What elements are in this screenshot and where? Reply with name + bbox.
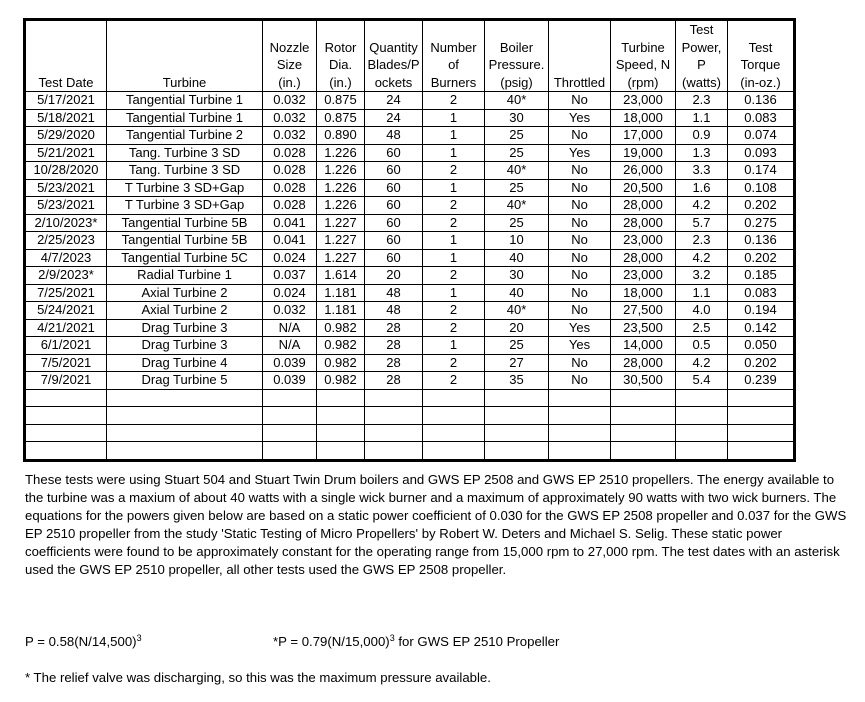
table-row [25, 127, 795, 145]
table-cell: Axial Turbine 2 [107, 284, 263, 302]
column-header: Turbine [107, 20, 263, 92]
table-cell: 0.275 [728, 214, 795, 232]
table-cell: 0.032 [263, 127, 317, 145]
table-cell: 30 [485, 109, 549, 127]
table-cell [107, 407, 263, 425]
table-cell: 0.136 [728, 232, 795, 250]
table-cell: 0.108 [728, 179, 795, 197]
table-cell: No [549, 214, 611, 232]
table-cell: 23,000 [611, 232, 676, 250]
table-cell: 10 [485, 232, 549, 250]
table-cell: 5/24/2021 [25, 302, 107, 320]
table-cell: 1 [423, 249, 485, 267]
table-cell: 60 [365, 144, 423, 162]
table-cell: 4/21/2021 [25, 319, 107, 337]
table-cell: 40 [485, 284, 549, 302]
table-cell [676, 424, 728, 442]
table-cell: 1.226 [317, 197, 365, 215]
table-cell [365, 407, 423, 425]
table-cell [317, 442, 365, 461]
table-cell: 25 [485, 144, 549, 162]
table-cell: 30 [485, 267, 549, 285]
table-cell: 60 [365, 232, 423, 250]
table-cell [485, 442, 549, 461]
table-cell [611, 424, 676, 442]
table-cell: 14,000 [611, 337, 676, 355]
table-cell: 1.6 [676, 179, 728, 197]
table-cell: 1 [423, 337, 485, 355]
table-cell [611, 407, 676, 425]
table-cell: 2 [423, 162, 485, 180]
table-row [25, 179, 795, 197]
table-cell: 28 [365, 337, 423, 355]
table-cell: 40* [485, 92, 549, 110]
table-cell [25, 407, 107, 425]
power-equations [25, 633, 850, 653]
notes-paragraph: These tests were using Stuart 504 and Stuart Twin Drum boilers and GWS EP 2508 and GWS EP 2510 propellers. The energy available to the turbine was a maxium of about 40 watts with a single wick burner and a maximum of approximately 90 watts with two wick burners. The equations for the powers given below are based on a static power coefficient of 0.030 for the GWS EP 2508 propeller and 0.037 for the GWS EP 2510 propeller from the study 'Static Testing of Micro Propellers' by Robert W. Deters and Michael S. Selig. These static power coefficients were found to be approximately constant for the operating range from 15,000 rpm to 27,000 rpm. The test dates with an asterisk used the GWS EP 2510 propeller, all other tests used the GWS EP 2508 propeller. [25, 472, 847, 577]
table-cell: Tang. Turbine 3 SD [107, 162, 263, 180]
table-cell: No [549, 372, 611, 390]
table-cell: 0.024 [263, 284, 317, 302]
table-row [25, 407, 795, 425]
table-cell [423, 407, 485, 425]
table-cell: 0.037 [263, 267, 317, 285]
column-header: Rotor Dia. (in.) [317, 20, 365, 92]
table-cell [728, 424, 795, 442]
table-cell [25, 424, 107, 442]
table-cell: 0.982 [317, 337, 365, 355]
table-cell: 1 [423, 127, 485, 145]
table-cell: 3.3 [676, 162, 728, 180]
table-cell [25, 389, 107, 407]
table-cell: 1.226 [317, 144, 365, 162]
table-cell: 0.083 [728, 284, 795, 302]
table-cell [676, 407, 728, 425]
table-row [25, 424, 795, 442]
table-cell: No [549, 92, 611, 110]
table-cell: Drag Turbine 5 [107, 372, 263, 390]
table-cell: 2 [423, 197, 485, 215]
test-results-table [23, 18, 796, 462]
table-cell: Tangential Turbine 5C [107, 249, 263, 267]
table-cell [485, 424, 549, 442]
table-cell: 0.041 [263, 232, 317, 250]
table-cell: 0.239 [728, 372, 795, 390]
table-cell [676, 389, 728, 407]
table-cell: 1 [423, 284, 485, 302]
table-cell: 7/25/2021 [25, 284, 107, 302]
table-cell [676, 442, 728, 461]
table-row [25, 372, 795, 390]
table-cell: 0.041 [263, 214, 317, 232]
column-header: Test Date [25, 20, 107, 92]
table-cell: 0.5 [676, 337, 728, 355]
table-cell: 0.039 [263, 354, 317, 372]
table-cell: 0.039 [263, 372, 317, 390]
table-cell: 5.7 [676, 214, 728, 232]
table-cell: 23,000 [611, 92, 676, 110]
table-row [25, 109, 795, 127]
table-cell: No [549, 162, 611, 180]
table-cell: 10/28/2020 [25, 162, 107, 180]
table-cell: T Turbine 3 SD+Gap [107, 197, 263, 215]
table-cell: 2 [423, 319, 485, 337]
table-cell [317, 407, 365, 425]
table-cell: 0.875 [317, 109, 365, 127]
table-cell: 0.202 [728, 197, 795, 215]
table-cell: 3.2 [676, 267, 728, 285]
table-cell: N/A [263, 337, 317, 355]
table-cell: 0.982 [317, 319, 365, 337]
table-row [25, 442, 795, 461]
table-cell [365, 424, 423, 442]
table-cell: Tangential Turbine 5B [107, 214, 263, 232]
table-cell: 0.982 [317, 372, 365, 390]
table-cell: 5/23/2021 [25, 179, 107, 197]
table-cell: 17,000 [611, 127, 676, 145]
table-cell: 0.142 [728, 319, 795, 337]
power-equation-ep2510-exponent: 3 [389, 633, 395, 643]
table-cell: 1.227 [317, 214, 365, 232]
table-cell: 1 [423, 232, 485, 250]
table-cell [365, 442, 423, 461]
table-cell: 26,000 [611, 162, 676, 180]
table-cell: 5/21/2021 [25, 144, 107, 162]
table-cell: 28,000 [611, 354, 676, 372]
table-cell: Drag Turbine 3 [107, 337, 263, 355]
table-cell: 27,500 [611, 302, 676, 320]
table-cell: 25 [485, 337, 549, 355]
table-cell: 2 [423, 372, 485, 390]
table-row [25, 144, 795, 162]
table-cell: Tang. Turbine 3 SD [107, 144, 263, 162]
table-cell: 7/5/2021 [25, 354, 107, 372]
table-cell: 0.028 [263, 144, 317, 162]
table-cell: No [549, 354, 611, 372]
relief-valve-footnote: * The relief valve was discharging, so this was the maximum pressure available. [25, 670, 491, 685]
table-cell [728, 389, 795, 407]
table-body [25, 92, 795, 461]
table-cell: Tangential Turbine 1 [107, 109, 263, 127]
table-cell [423, 424, 485, 442]
table-cell [485, 389, 549, 407]
table-cell: 2.5 [676, 319, 728, 337]
table-cell [728, 442, 795, 461]
table-cell: 2 [423, 267, 485, 285]
table-cell: 35 [485, 372, 549, 390]
table-row [25, 354, 795, 372]
table-cell: Yes [549, 319, 611, 337]
table-cell: 1.1 [676, 109, 728, 127]
table-cell: 2 [423, 92, 485, 110]
table-row [25, 92, 795, 110]
table-cell [728, 407, 795, 425]
table-cell: 40* [485, 162, 549, 180]
table-cell: 7/9/2021 [25, 372, 107, 390]
table-row [25, 162, 795, 180]
column-header: Turbine Speed, N (rpm) [611, 20, 676, 92]
table-cell: 25 [485, 179, 549, 197]
table-cell: No [549, 127, 611, 145]
power-equation-ep2508-exponent: 3 [136, 633, 142, 643]
table-cell: 20 [485, 319, 549, 337]
column-header: Number of Burners [423, 20, 485, 92]
column-header: Boiler Pressure. (psig) [485, 20, 549, 92]
table-cell: 0.050 [728, 337, 795, 355]
table-cell [263, 407, 317, 425]
table-cell: Drag Turbine 4 [107, 354, 263, 372]
table-cell: 40* [485, 197, 549, 215]
table-cell: Axial Turbine 2 [107, 302, 263, 320]
table-cell: Yes [549, 337, 611, 355]
table-cell [549, 389, 611, 407]
table-cell: 0.032 [263, 302, 317, 320]
table-cell: 1.3 [676, 144, 728, 162]
table-cell [423, 442, 485, 461]
table-cell: 2/9/2023* [25, 267, 107, 285]
table-cell: 6/1/2021 [25, 337, 107, 355]
column-header: Test Torque (in-oz.) [728, 20, 795, 92]
table-cell [611, 389, 676, 407]
table-cell [549, 442, 611, 461]
table-cell [611, 442, 676, 461]
table-cell: 5/18/2021 [25, 109, 107, 127]
table-cell: 60 [365, 214, 423, 232]
table-cell: 2.3 [676, 232, 728, 250]
table-cell: T Turbine 3 SD+Gap [107, 179, 263, 197]
table-cell: 0.028 [263, 162, 317, 180]
table-cell: 0.890 [317, 127, 365, 145]
table-cell: Yes [549, 109, 611, 127]
table-cell: 5/23/2021 [25, 197, 107, 215]
table-cell: 5/29/2020 [25, 127, 107, 145]
table-cell: No [549, 302, 611, 320]
table-cell: 19,000 [611, 144, 676, 162]
table-cell: 0.024 [263, 249, 317, 267]
table-cell [485, 407, 549, 425]
column-header: Test Power, P (watts) [676, 20, 728, 92]
table-cell: 0.083 [728, 109, 795, 127]
table-cell: 40 [485, 249, 549, 267]
table-cell: 0.093 [728, 144, 795, 162]
table-cell: 1 [423, 109, 485, 127]
table-cell: No [549, 232, 611, 250]
table-cell: 40* [485, 302, 549, 320]
power-equation-ep2508-base: P = 0.58(N/14,500) [25, 634, 137, 649]
power-equation-ep2508 [25, 633, 142, 651]
table-row [25, 389, 795, 407]
table-cell: 28 [365, 354, 423, 372]
power-equation-ep2510-suffix: for GWS EP 2510 Propeller [394, 634, 560, 649]
table-cell: 0.028 [263, 197, 317, 215]
table-cell: 1.614 [317, 267, 365, 285]
table-cell: 24 [365, 92, 423, 110]
table-cell: 60 [365, 249, 423, 267]
table-cell: 1.1 [676, 284, 728, 302]
table-cell [423, 389, 485, 407]
table-cell: 0.9 [676, 127, 728, 145]
table-cell [365, 389, 423, 407]
table-cell: 28 [365, 319, 423, 337]
table-cell: 2/25/2023 [25, 232, 107, 250]
table-cell: 1.226 [317, 179, 365, 197]
table-cell: Yes [549, 144, 611, 162]
table-cell: Tangential Turbine 2 [107, 127, 263, 145]
table-cell: Tangential Turbine 1 [107, 92, 263, 110]
column-header: Nozzle Size (in.) [263, 20, 317, 92]
table-cell: No [549, 249, 611, 267]
table-cell: 0.202 [728, 354, 795, 372]
table-cell: 23,500 [611, 319, 676, 337]
table-row [25, 197, 795, 215]
table-cell: Tangential Turbine 5B [107, 232, 263, 250]
table-cell [317, 389, 365, 407]
table-cell: 0.875 [317, 92, 365, 110]
table-cell: No [549, 284, 611, 302]
table-cell: N/A [263, 319, 317, 337]
table-cell [263, 389, 317, 407]
table-cell: 0.032 [263, 92, 317, 110]
table-cell [107, 442, 263, 461]
table-cell: 5/17/2021 [25, 92, 107, 110]
table-cell: 1.227 [317, 232, 365, 250]
table-cell: 27 [485, 354, 549, 372]
column-header: Throttled [549, 20, 611, 92]
table-cell: 48 [365, 284, 423, 302]
table-cell: 0.032 [263, 109, 317, 127]
table-cell: 5.4 [676, 372, 728, 390]
table-cell [263, 424, 317, 442]
table-cell: 0.194 [728, 302, 795, 320]
table-cell: No [549, 197, 611, 215]
table-cell: 28,000 [611, 214, 676, 232]
table-cell [549, 407, 611, 425]
table-cell: 0.174 [728, 162, 795, 180]
table-cell: 20 [365, 267, 423, 285]
column-header: Quantity Blades/P ockets [365, 20, 423, 92]
table-cell: 30,500 [611, 372, 676, 390]
table-cell: 0.982 [317, 354, 365, 372]
table-cell: 1.226 [317, 162, 365, 180]
table-cell: 18,000 [611, 284, 676, 302]
table-row [25, 302, 795, 320]
table-row [25, 337, 795, 355]
power-equation-ep2510 [273, 633, 559, 651]
table-row [25, 214, 795, 232]
table-cell: 4.0 [676, 302, 728, 320]
table-cell: No [549, 179, 611, 197]
table-cell: 0.185 [728, 267, 795, 285]
table-cell: 4.2 [676, 197, 728, 215]
table-row [25, 284, 795, 302]
table-cell: 25 [485, 127, 549, 145]
table-cell: 48 [365, 302, 423, 320]
table-cell: 4.2 [676, 354, 728, 372]
table-cell [263, 442, 317, 461]
table-cell: 0.074 [728, 127, 795, 145]
table-cell: 60 [365, 179, 423, 197]
table-cell: 48 [365, 127, 423, 145]
table-cell: 0.136 [728, 92, 795, 110]
table-row [25, 267, 795, 285]
table-cell: 25 [485, 214, 549, 232]
table-cell: 4.2 [676, 249, 728, 267]
table-row [25, 232, 795, 250]
table-cell: 24 [365, 109, 423, 127]
table-cell: 0.202 [728, 249, 795, 267]
table-cell: 60 [365, 162, 423, 180]
table-header-row [25, 20, 795, 92]
table-cell: 1.227 [317, 249, 365, 267]
table-cell: 1.181 [317, 302, 365, 320]
table-cell: 4/7/2023 [25, 249, 107, 267]
table-cell: 60 [365, 197, 423, 215]
table-cell: Radial Turbine 1 [107, 267, 263, 285]
table-row [25, 249, 795, 267]
table-cell [317, 424, 365, 442]
table-cell [107, 424, 263, 442]
table-cell [549, 424, 611, 442]
table-cell: 28 [365, 372, 423, 390]
table-cell: 23,000 [611, 267, 676, 285]
table-cell: 2 [423, 214, 485, 232]
table-cell: 1.181 [317, 284, 365, 302]
table-cell: 2 [423, 354, 485, 372]
table-cell: 28,000 [611, 197, 676, 215]
table-cell [107, 389, 263, 407]
table-cell: Drag Turbine 3 [107, 319, 263, 337]
table-cell: 2.3 [676, 92, 728, 110]
table-cell [25, 442, 107, 461]
table-cell: No [549, 267, 611, 285]
table-row [25, 319, 795, 337]
table-cell: 18,000 [611, 109, 676, 127]
table-cell: 20,500 [611, 179, 676, 197]
table-cell: 28,000 [611, 249, 676, 267]
table-cell: 1 [423, 144, 485, 162]
table-cell: 1 [423, 179, 485, 197]
table-cell: 0.028 [263, 179, 317, 197]
table-cell: 2/10/2023* [25, 214, 107, 232]
power-equation-ep2510-base: *P = 0.79(N/15,000) [273, 634, 390, 649]
table-cell: 2 [423, 302, 485, 320]
